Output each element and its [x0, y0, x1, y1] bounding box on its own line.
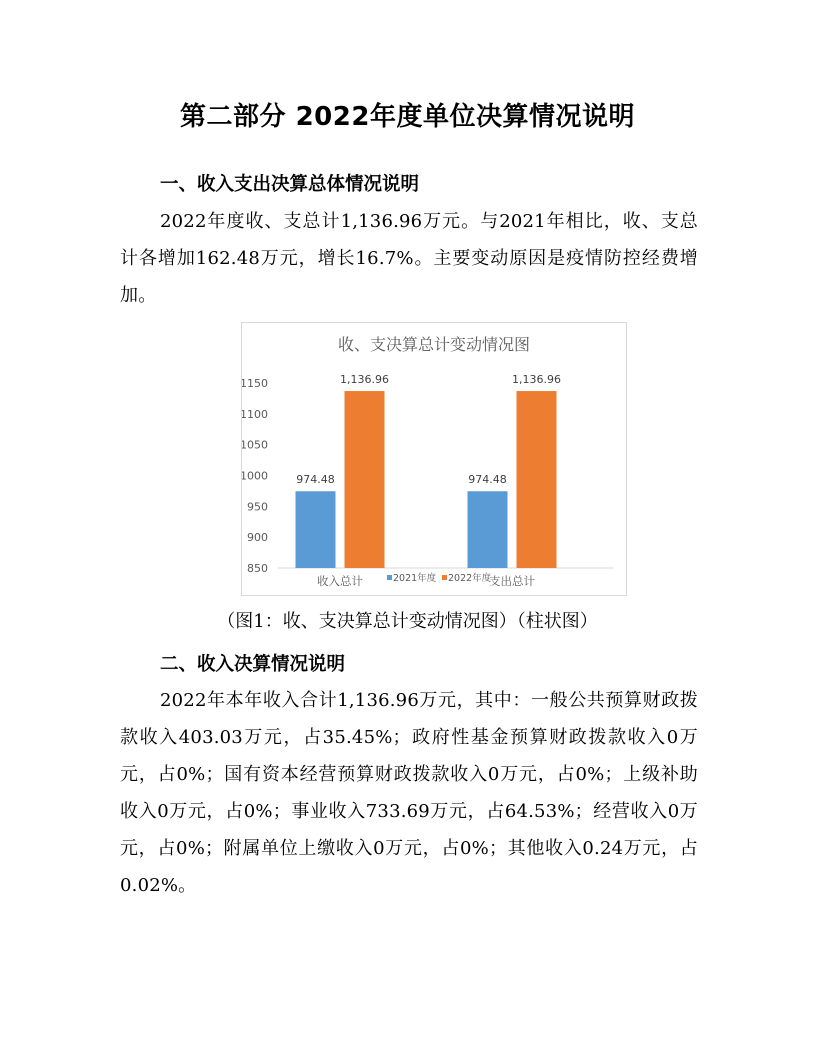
section2-paragraph: 2022年本年收入合计1,136.96万元，其中：一般公共预算财政拨款收入403.03万元，占35.45%；政府性基金预算财政拨款收入0万元，占0%；国有资本经营预算财政拨款收入0万元，占0%；上级补助收入0万元，占0%；事业收入733.69万元，占64.53%；经营收入0万元，占0%；附属单位上缴收入0万元，占0%；其他收入0.24万元，占0.02%。	[120, 690, 698, 896]
category-label: 收入总计	[317, 574, 363, 588]
legend-label: 2021年度	[393, 573, 437, 584]
bar-data-label: 974.48	[468, 473, 507, 487]
y-tick-label: 950	[247, 500, 268, 514]
bar-chart	[241, 322, 627, 596]
y-tick-label: 1000	[242, 469, 268, 483]
bar-data-label: 974.48	[296, 473, 335, 487]
chart-svg	[242, 323, 626, 595]
y-tick-label: 1100	[242, 407, 268, 421]
bar-data-label: 1,136.96	[340, 373, 389, 387]
bar	[296, 491, 336, 568]
bar-data-label: 1,136.96	[512, 373, 561, 387]
section2-heading: 二、收入决算情况说明	[160, 654, 346, 675]
y-tick-label: 1050	[242, 438, 268, 452]
legend-swatch	[387, 575, 392, 580]
section1-heading: 一、收入支出决算总体情况说明	[160, 174, 420, 195]
y-tick-label: 1150	[242, 377, 268, 390]
page-title: 第二部分 2022年度单位决算情况说明	[180, 102, 635, 132]
bar	[468, 491, 508, 568]
chart-title: 收、支决算总计变动情况图	[337, 335, 531, 354]
bar	[517, 391, 557, 568]
y-tick-label: 850	[247, 562, 268, 575]
legend-swatch	[442, 575, 447, 580]
bar	[345, 391, 385, 568]
legend-label: 2022年度	[448, 573, 492, 584]
figure-caption: （图1：收、支决算总计变动情况图）（柱状图）	[217, 611, 598, 632]
y-tick-label: 900	[247, 531, 268, 545]
section1-paragraph: 2022年度收、支总计1,136.96万元。与2021年相比，收、支总计各增加162.48万元，增长16.7%。主要变动原因是疫情防控经费增加。	[120, 211, 698, 306]
category-label: 支出总计	[489, 574, 535, 588]
